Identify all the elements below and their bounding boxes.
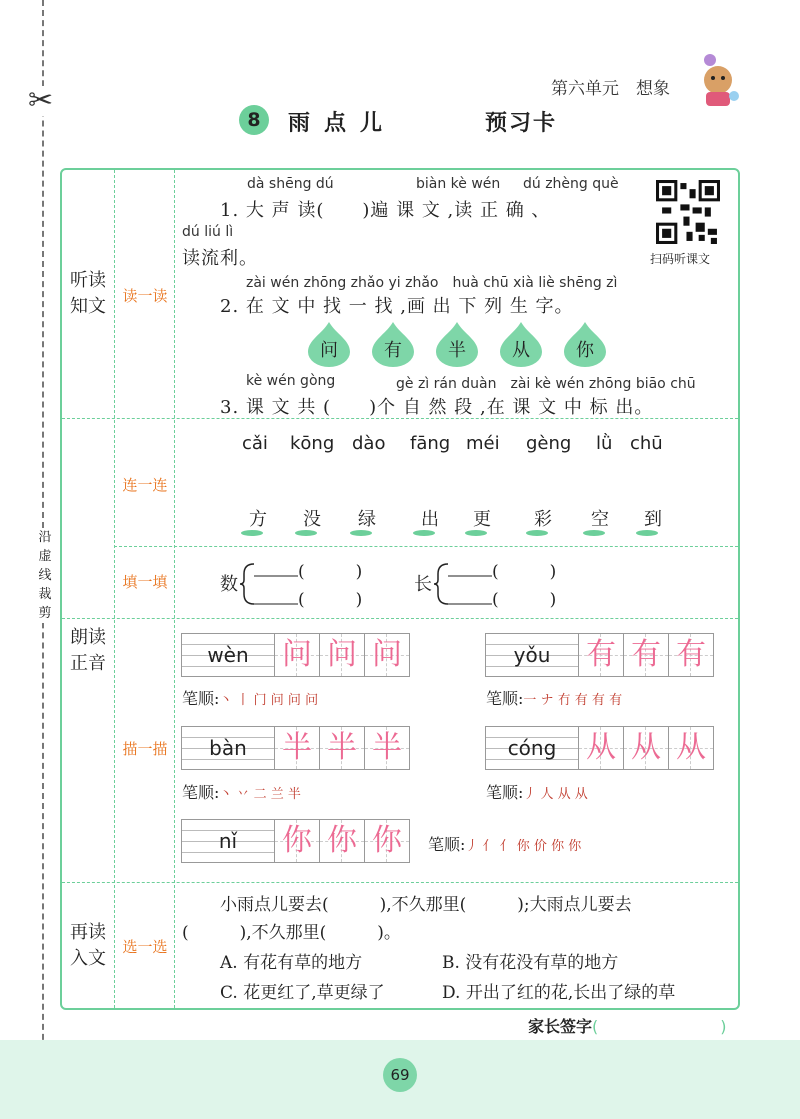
question-3: 3. 课 文 共 ( )个 自 然 段 ,在 课 文 中 标 出。: [220, 397, 654, 418]
signature-open-paren: (: [592, 1017, 599, 1036]
connect-char[interactable]: 没: [303, 509, 321, 530]
choice-option-b[interactable]: B. 没有花没有草的地方: [442, 953, 619, 973]
connect-char[interactable]: 绿: [358, 509, 376, 530]
lesson-number-badge: 8: [239, 105, 269, 135]
connect-char[interactable]: 方: [249, 509, 267, 530]
connect-pinyin[interactable]: dào: [352, 433, 386, 454]
stroke-order: 笔顺:一 ナ 冇 有 有 有: [486, 689, 623, 708]
choice-option-d[interactable]: D. 开出了红的花,长出了绿的草: [442, 983, 676, 1003]
connect-char[interactable]: 出: [421, 509, 439, 530]
parent-signature[interactable]: [528, 1014, 727, 1037]
raindrop-char: 从: [498, 320, 544, 368]
pinyin: dú zhèng què: [523, 176, 619, 192]
tracing-pinyin: yǒu: [513, 643, 551, 667]
tracing-grid: [181, 819, 410, 863]
raindrop-char: 有: [370, 320, 416, 368]
connect-pinyin[interactable]: kōng: [290, 433, 335, 454]
tracing-char[interactable]: 问: [372, 637, 402, 672]
card-title: 预习卡: [485, 111, 558, 136]
stroke-order: 笔顺:丶 丷 二 兰 半: [182, 783, 301, 802]
choice-option-c[interactable]: C. 花更红了,草更绿了: [220, 983, 385, 1003]
tracing-char[interactable]: 你: [372, 823, 402, 858]
fill-char: 长: [414, 574, 433, 595]
activity-connect: 连一连: [122, 476, 168, 494]
row-divider: [62, 618, 738, 619]
tracing-pinyin: cóng: [507, 736, 557, 760]
tracing-char[interactable]: 问: [327, 637, 357, 672]
tracing-pinyin: nǐ: [218, 829, 238, 853]
activity-read: 读一读: [122, 287, 168, 305]
fill-blank[interactable]: ( ): [492, 590, 557, 610]
cut-instruction: 沿虚线裁剪: [38, 530, 52, 621]
signature-label: 家长签字: [528, 1017, 593, 1036]
connect-char[interactable]: 到: [644, 509, 662, 530]
mascot-icon: [698, 52, 742, 112]
lesson-title: 雨点儿: [288, 111, 397, 136]
tracing-char[interactable]: 从: [631, 730, 661, 765]
activity-fill: 填一填: [122, 573, 168, 591]
fill-blank[interactable]: ( ): [492, 562, 557, 582]
question-1: 1. 大 声 读( )遍 课 文 ,读 正 确 、: [220, 200, 551, 221]
connect-pinyin[interactable]: gèng: [526, 433, 572, 454]
activity-trace: 描一描: [122, 740, 168, 758]
connect-pinyin[interactable]: fāng: [410, 433, 451, 454]
raindrop-char: 问: [306, 320, 352, 368]
pinyin: dà shēng dú: [247, 176, 334, 192]
pinyin: biàn kè wén: [416, 176, 501, 192]
activity-choose: 选一选: [122, 938, 168, 956]
tracing-char[interactable]: 半: [372, 730, 402, 765]
brace-lines: [240, 560, 300, 608]
fill-char: 数: [220, 574, 239, 595]
choice-question-cont: ( ),不久那里( )。: [182, 923, 401, 943]
brace-lines: [434, 560, 494, 608]
choice-option-a[interactable]: A. 有花有草的地方: [220, 953, 363, 973]
stroke-order: 笔顺:丿 人 从 从: [486, 783, 588, 802]
tracing-grid: [181, 726, 410, 770]
scissors-icon: ✂: [28, 83, 54, 118]
tracing-grid: [485, 633, 714, 677]
tracing-char[interactable]: 你: [282, 823, 312, 858]
pinyin: gè zì rán duàn zài kè wén zhōng biāo chū: [396, 376, 696, 392]
connect-pinyin[interactable]: lǜ: [596, 433, 613, 454]
tracing-pinyin: bàn: [209, 736, 247, 760]
choice-question: 小雨点儿要去( ),不久那里( );大雨点儿要去: [220, 895, 632, 915]
qr-caption: 扫码听课文: [650, 252, 711, 266]
tracing-char[interactable]: 从: [676, 730, 706, 765]
raindrop-char: 你: [562, 320, 608, 368]
pinyin: dú liú lì: [182, 224, 234, 240]
page-number: 69: [383, 1058, 417, 1092]
section-label-pronounce: 朗读正音: [70, 627, 106, 674]
connect-pinyin[interactable]: méi: [466, 433, 500, 454]
connect-pinyin[interactable]: chū: [630, 433, 663, 454]
raindrop-char: 半: [434, 320, 480, 368]
row-divider: [114, 546, 738, 547]
section-label-listen: 听读知文: [70, 270, 106, 317]
section-label-reread: 再读入文: [70, 922, 106, 969]
leaf-decoration-row: [240, 528, 680, 538]
qr-code-icon: [656, 180, 720, 244]
tracing-grid: [485, 726, 714, 770]
connect-char[interactable]: 彩: [534, 509, 552, 530]
tracing-pinyin: wèn: [207, 643, 249, 667]
tracing-char[interactable]: 有: [586, 637, 616, 672]
tracing-grid: [181, 633, 410, 677]
tracing-char[interactable]: 半: [282, 730, 312, 765]
stroke-order: 笔顺:丶 丨 门 问 问 问: [182, 689, 319, 708]
fill-blank[interactable]: ( ): [298, 562, 363, 582]
tracing-char[interactable]: 你: [327, 823, 357, 858]
fill-blank[interactable]: ( ): [298, 590, 363, 610]
stroke-order: 笔顺:丿 亻 亻 你 价 你 你: [428, 835, 582, 854]
pinyin: kè wén gòng: [246, 373, 336, 389]
tracing-char[interactable]: 从: [586, 730, 616, 765]
question-1-cont: 读流利。: [182, 248, 258, 269]
connect-pinyin[interactable]: cǎi: [242, 433, 268, 454]
unit-title: 第六单元 想象: [551, 79, 670, 99]
tracing-char[interactable]: 有: [631, 637, 661, 672]
signature-close-paren: ): [720, 1017, 727, 1036]
pinyin: zài wén zhōng zhǎo yi zhǎo huà chū xià liè shēng zì: [246, 275, 618, 291]
tracing-char[interactable]: 问: [282, 637, 312, 672]
tracing-char[interactable]: 有: [676, 637, 706, 672]
question-2: 2. 在 文 中 找 一 找 ,画 出 下 列 生 字。: [220, 296, 574, 317]
connect-char[interactable]: 更: [473, 509, 491, 530]
row-divider: [62, 882, 738, 883]
tracing-char[interactable]: 半: [327, 730, 357, 765]
connect-char[interactable]: 空: [591, 509, 609, 530]
